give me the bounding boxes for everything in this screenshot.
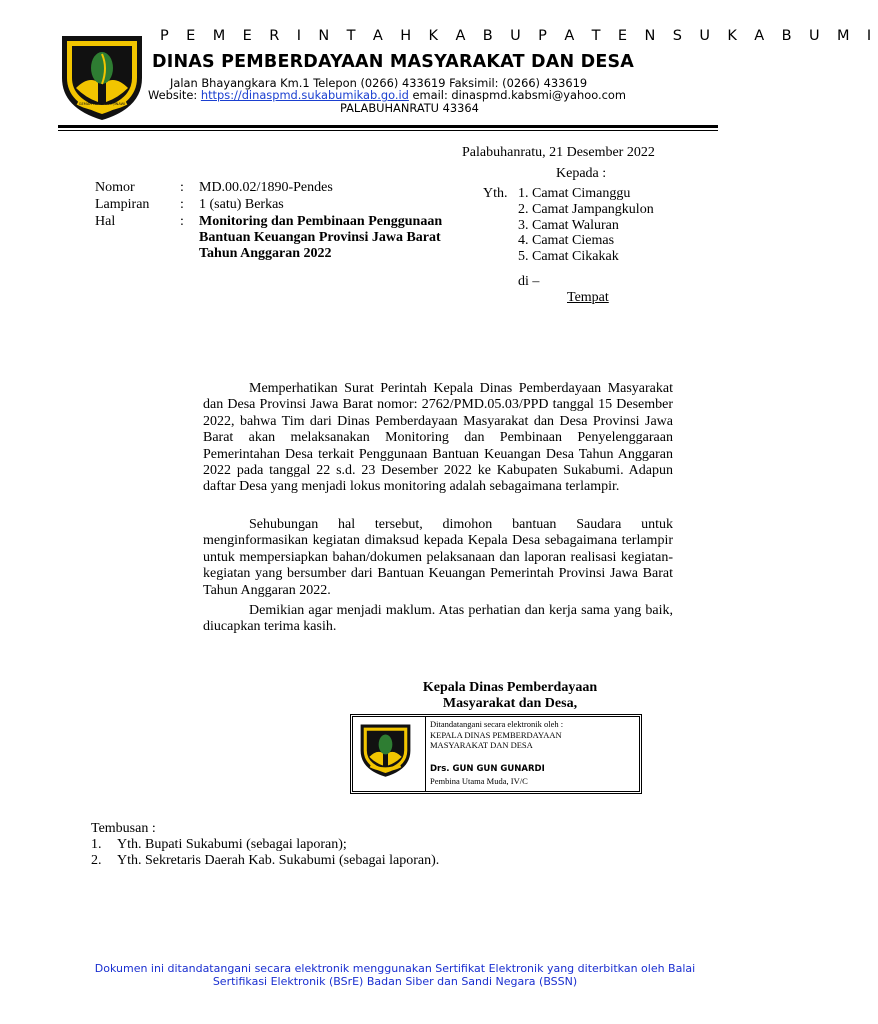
letterhead-rule-thin — [58, 130, 718, 131]
signature-title-line2: Masyarakat dan Desa, — [442, 696, 578, 711]
signature-title-line1: Kepala Dinas Pemberdayaan — [422, 680, 598, 695]
body-paragraph-1: Memperhatikan Surat Perintah Kepala Dinas Pemberdayaan Masyarakat dan Desa Provinsi Jawa Barat nomor: 2762/PMD.05.03/PPD tanggal 15 Desember 2022, bahwa Tim dari Dinas Pemberdayaan Masyarakat dan Desa Provinsi Jawa Barat akan melaksanakan Monitoring dan Pembinaan Penyelenggaraan Pemerintahan Desa terkait Penggunaan Bantuan Keuangan Desa Tahun Anggaran 2022 pada tanggal 22 s.d. 23 Desember 2022 ke Kabupaten Sukabumi. Adapun daftar Desa yang menjadi lokus monitoring adalah sebagaimana terlampir. — [203, 381, 673, 495]
recipient-item: 4. Camat Ciemas — [518, 233, 615, 249]
email-text: email: dinaspmd.kabsmi@yahoo.com — [412, 88, 626, 102]
logo-motto: GEMAH RIPAH LOH JINAWI — [78, 102, 126, 106]
signed-note: Ditandatangani secara elektronik oleh : — [430, 719, 564, 729]
lampiran-colon: : — [180, 197, 184, 212]
government-name: P E M E R I N T A H K A B U P A T E N S U K A B U M I — [160, 28, 878, 44]
tembusan-list — [91, 837, 439, 869]
tembusan-label: Tembusan : — [91, 821, 156, 836]
recipient-item: 1. Camat Cimanggu — [518, 186, 631, 201]
city-postcode: PALABUHANRATU 43364 — [340, 101, 479, 115]
address-line: Jalan Bhayangkara Km.1 Telepon (0266) 433619 Faksimil: (0266) 433619 — [170, 76, 588, 90]
website-link[interactable]: https://dinaspmd.sukabumikab.go.id — [200, 88, 409, 102]
signature-divider — [425, 716, 426, 792]
agency-name: DINAS PEMBERDAYAAN MASYARAKAT DAN DESA — [152, 52, 635, 72]
yth-label: Yth. — [483, 186, 508, 201]
kepada-label: Kepada : — [556, 166, 607, 181]
recipient-item: 5. Camat Cikakak — [518, 249, 619, 265]
letterhead-rule-thick — [58, 125, 718, 128]
body-paragraph-2: Sehubungan hal tersebut, dimohon bantuan Saudara untuk menginformasikan kegiatan dimaksud kepada Kepala Desa sebagaimana terlampir untuk mempersiapkan bahan/dokumen pelaksanaan dan laporan realisasi kegiatan-kegiatan yang bersumber dari Bantuan Keuangan Pemerintah Provinsi Jawa Barat Tahun Anggaran 2022. — [203, 517, 673, 598]
body-paragraph-3: Demikian agar menjadi maklum. Atas perhatian dan kerja sama yang baik, diucapkan terima kasih. — [203, 603, 673, 635]
di-label: di – — [518, 274, 540, 289]
recipient-item: 2. Camat Jampangkulon — [518, 201, 654, 217]
hal-label: Hal — [95, 214, 116, 229]
tembusan-item — [91, 853, 439, 869]
tembusan-number: 2. — [91, 853, 102, 868]
lampiran-label: Lampiran — [95, 197, 150, 212]
tembusan-text: Yth. Sekretaris Daerah Kab. Sukabumi (sebagai laporan). — [117, 853, 440, 868]
lampiran-value: 1 (satu) Berkas — [199, 197, 284, 212]
nomor-value: MD.00.02/1890-Pendes — [199, 180, 333, 195]
signer-office-line2: MASYARAKAT DAN DESA — [430, 740, 533, 750]
place-date: Palabuhanratu, 21 Desember 2022 — [462, 145, 655, 160]
nomor-label: Nomor — [95, 180, 135, 195]
signer-rank: Pembina Utama Muda, IV/C — [430, 776, 528, 786]
tembusan-text: Yth. Bupati Sukabumi (sebagai laporan); — [117, 837, 347, 852]
recipient-list — [518, 186, 654, 265]
signature-title — [380, 680, 640, 712]
e-signature-footer: Dokumen ini ditandatangani secara elektronik menggunakan Sertifikat Elektronik yang diterbitkan oleh Balai Sertifikasi Elektronik (BSrE) Badan Siber dan Sandi Negara (BSSN) — [94, 962, 696, 988]
signer-office-line1: KEPALA DINAS PEMBERDAYAAN — [430, 730, 562, 740]
hal-value: Monitoring dan Pembinaan Penggunaan Bantuan Keuangan Provinsi Jawa Barat Tahun Anggaran 2022 — [199, 214, 443, 261]
website-label: Website: — [148, 88, 198, 102]
signer-name: Drs. GUN GUN GUNARDI — [430, 764, 545, 774]
tembusan-item — [91, 837, 439, 853]
regency-logo — [58, 32, 146, 122]
nomor-colon: : — [180, 180, 184, 195]
tembusan-number: 1. — [91, 837, 102, 852]
signature-logo — [358, 722, 413, 778]
hal-colon: : — [180, 214, 184, 229]
website-line — [148, 88, 626, 102]
recipient-item: 3. Camat Waluran — [518, 217, 619, 233]
tempat-label: Tempat — [567, 290, 609, 305]
